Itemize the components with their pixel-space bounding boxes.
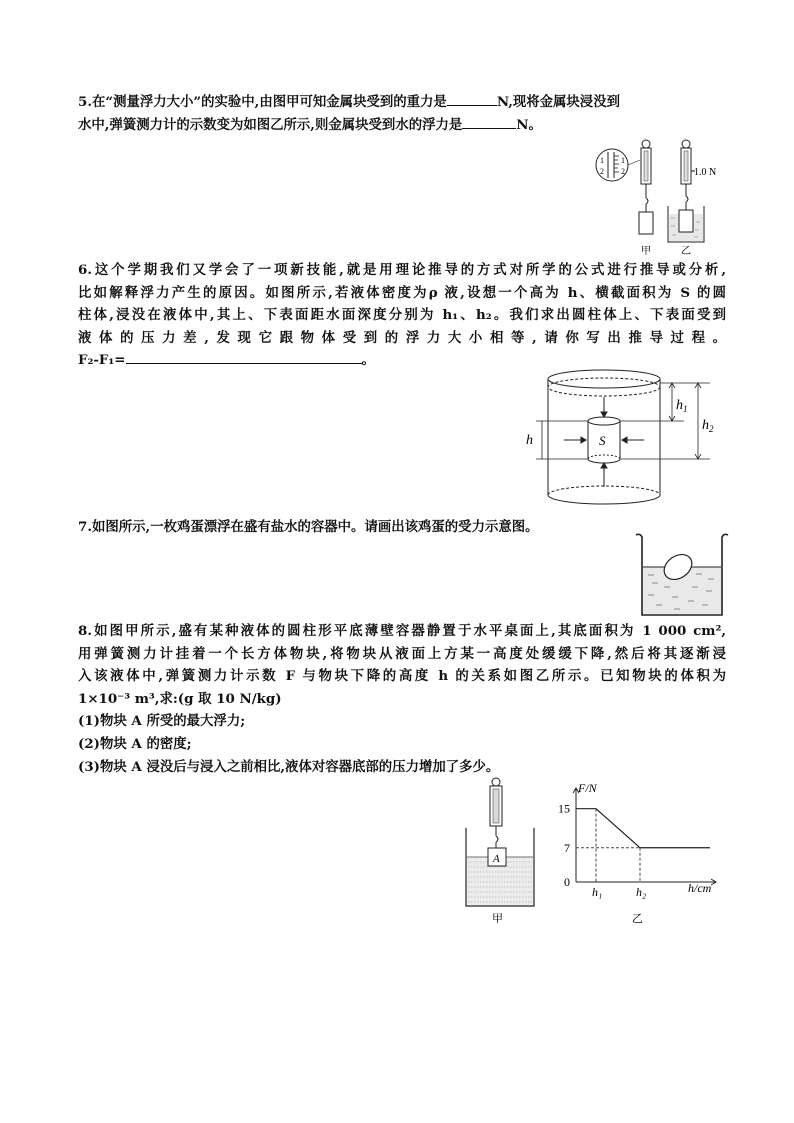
chart-x-tick-label: h₁ <box>592 885 603 899</box>
q8-block-a-label: A <box>493 853 500 865</box>
q6-inner-cylinder-top <box>588 417 620 425</box>
q6-line-3: 柱体,浸没在液体中,其上、下表面距水面深度分别为 h₁、h₂。我们求出圆柱体上、下表面受到 <box>78 307 726 324</box>
q6-h1-label: $h_1$ <box>676 398 688 414</box>
question-5 <box>78 91 726 136</box>
q6-answer-blank[interactable] <box>126 350 362 364</box>
chart-y-tick-label: 7 <box>564 840 570 855</box>
q5-scale-label-2: 2 <box>600 167 604 176</box>
q6-line-1: 6.这个学期我们又学会了一项新技能,就是用理论推导的方式对所学的公式进行推导或分析, <box>78 262 726 278</box>
q6-h-label: h <box>526 433 533 448</box>
q7-figure <box>632 529 730 619</box>
chart-x-axis-label: h/cm <box>688 881 712 895</box>
q8-label-yi: 乙 <box>632 913 643 925</box>
q5-blank-1[interactable] <box>447 92 497 106</box>
q6-line-4: 液体的压力差,发现它跟物体受到的浮力大小相等,请你写出推导过程。 <box>78 329 726 346</box>
chart-x-tick-label: h₂ <box>636 885 647 899</box>
q5-label-jia: 甲 <box>641 246 651 256</box>
q6-h2-label: $h_2$ <box>702 418 714 434</box>
q5-scale-zoom-circle <box>596 149 628 181</box>
q8-line-2: 用弹簧测力计挂着一个长方体物块,将物块从液面上方某一高度处缓缓下降,然后将其逐渐浸 <box>78 645 726 662</box>
q5-label-yi: 乙 <box>681 246 691 256</box>
q6-area-label: S <box>599 433 606 448</box>
q8-label-jia: 甲 <box>492 913 503 925</box>
q5-line-1: 5.在“测量浮力大小”的实验中,由图甲可知金属块受到的重力是 N,现将金属块浸没到 <box>78 94 620 110</box>
q8-sub-3: (3)物块 A 浸没后与浸入之前相比,液体对容器底部的压力增加了多少。 <box>78 758 500 775</box>
q6-line-2: 比如解释浮力产生的原因。如图所示,若液体密度为ρ 液,设想一个高为 h、横截面积为 S 的圆 <box>78 284 726 301</box>
q8-sub-2: (2)物块 A 的密度; <box>78 735 192 752</box>
q5-figure <box>594 138 724 256</box>
q7-line-1: 7.如图所示,一枚鸡蛋漂浮在盛有盐水的容器中。请画出该鸡蛋的受力示意图。 <box>78 519 539 535</box>
q6-line-5: F₂-F₁= 。 <box>78 352 375 369</box>
q5-reading-label: 1.0 N <box>694 167 717 178</box>
svg-text:2: 2 <box>621 167 625 176</box>
q8-figure-jia <box>462 776 542 926</box>
q5-blank-2[interactable] <box>462 115 516 129</box>
chart-y-tick-label: 0 <box>564 875 570 889</box>
q5-spring-scale-yi <box>668 140 716 242</box>
q5-spring-scale-jia <box>639 140 653 234</box>
question-7 <box>78 516 726 539</box>
q5-line-2: 水中,弹簧测力计的示数变为如图乙所示,则金属块受到水的浮力是 N。 <box>78 116 542 133</box>
q8-sub-1: (1)物块 A 所受的最大浮力; <box>78 713 246 730</box>
q5-scale-label-1: 1 <box>600 156 604 165</box>
svg-text:1: 1 <box>621 156 625 165</box>
question-8 <box>78 620 726 778</box>
chart-y-tick-label: 15 <box>558 801 570 816</box>
chart-y-axis-label: F/N <box>578 781 597 795</box>
q8-chart-yi <box>536 776 726 926</box>
q8-line-1: 8.如图甲所示,盛有某种液体的圆柱形平底薄壁容器静置于水平桌面上,其底面积为 1 000 cm², <box>78 623 726 639</box>
q6-figure <box>514 369 724 509</box>
q8-line-3: 入该液体中,弹簧测力计示数 F 与物块下降的高度 h 的关系如图乙所示。已知物块的体积为 <box>78 668 726 685</box>
question-6 <box>78 259 726 372</box>
q8-line-4: 1×10⁻³ m³,求:(g 取 10 N/kg) <box>78 690 282 707</box>
